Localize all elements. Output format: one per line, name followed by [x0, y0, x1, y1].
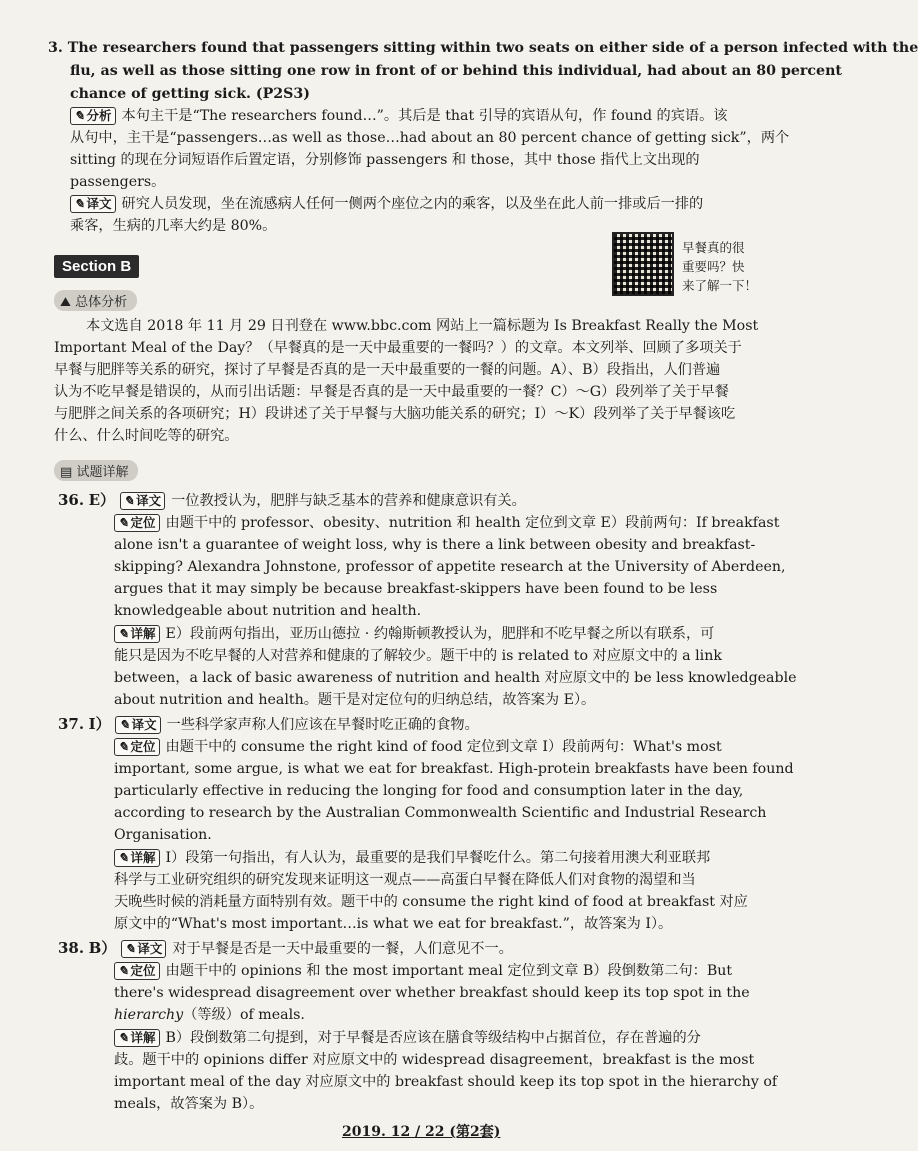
locate-text: 由题干中的 consume the right kind of food 定位到文章 I）段前两句：What's most [165, 739, 722, 755]
analysis-text: 本句主干是“The researchers found…”。其后是 that 引导的宾语从句，作 found 的宾语。该 [121, 108, 728, 124]
pill-text: 总体分析 [75, 295, 128, 310]
qr-note [682, 238, 772, 295]
translation-text: 研究人员发现，坐在流感病人任何一侧两个座位之内的乘客，以及坐在此人前一排或后一排的 [121, 196, 704, 212]
pen-icon: ✎ [124, 941, 136, 956]
overview-line: Important Meal of the Day？（早餐真的是一天中最重要的一餐吗？）的文章。本文列举、回顾了多项关于 [54, 340, 742, 356]
analysis-line: passengers。 [70, 174, 166, 190]
question-number: 36. [58, 491, 85, 509]
overview-line: 与肥胖之间关系的各项研究；H）段讲述了关于早餐与大脑功能关系的研究；I）～K）段列举了关于早餐该吃 [54, 406, 736, 422]
overview-line: 本文选自 2018 年 11 月 29 日刊登在 www.bbc.com 网站上一篇标题为 Is Breakfast Really the Most [86, 318, 759, 334]
locate-line: skipping? Alexandra Johnstone, professor of appetite research at the University of Aberdeen, [114, 559, 786, 575]
question-number: 38. [58, 939, 85, 957]
q38-explain [114, 1028, 701, 1048]
pen-icon: ✎ [118, 963, 129, 978]
locate-line: important, some argue, is what we eat for breakfast. High-protein breakfasts have been found [114, 761, 794, 777]
pill-text: 试题详解 [76, 465, 129, 480]
pen-icon: ✎ [118, 1030, 129, 1045]
q36-header [58, 490, 526, 511]
q38-locate [114, 961, 732, 981]
translation-tag [115, 716, 161, 734]
tag-label: 详解 [130, 850, 156, 865]
tag-label: 译文 [131, 717, 157, 732]
translation-tag [120, 492, 166, 510]
q37-locate [114, 737, 722, 757]
answer: I） [88, 715, 111, 733]
locate-text: （等级）of meals. [183, 1007, 305, 1023]
translation-tag [70, 195, 116, 213]
sentence-line: The researchers found that passengers sitting within two seats on either side of a person infected with the [67, 40, 918, 56]
locate-line: alone isn't a guarantee of weight loss, why is there a link between obesity and breakfast- [114, 537, 756, 553]
tag-label: 详解 [130, 1030, 156, 1045]
locate-line: according to research by the Australian Commonwealth Scientific and Industrial Research [114, 805, 767, 821]
q37-explain [114, 848, 710, 868]
item-number: 3. [48, 40, 63, 56]
question-number: 37. [58, 715, 85, 733]
triangle-icon: ⛰ [60, 295, 71, 310]
pen-icon: ✎ [118, 515, 129, 530]
analysis-line: 从句中，主干是“passengers…as well as those…had about an 80 percent chance of getting sick”，两个 [70, 130, 790, 146]
locate-line: argues that it may simply be because breakfast-skippers have been found to be less [114, 581, 718, 597]
item3-sentence-l3: chance of getting sick. (P2S3) [70, 86, 310, 102]
overview-line: 早餐与肥胖等关系的研究，探讨了早餐是否真的是一天中最重要的一餐的问题。A）、B）段指出，人们普遍 [54, 362, 721, 378]
page-footer: 2019. 12 / 22 (第2套) [342, 1124, 501, 1140]
pen-icon: ✎ [123, 493, 135, 508]
explain-line: 能只是因为不吃早餐的人对营养和健康的了解较少。题干中的 is related to 对应原文中的 a link [114, 648, 722, 664]
q37-header [58, 714, 479, 735]
locate-text: 由题干中的 professor、obesity、nutrition 和 health 定位到文章 E）段前两句：If breakfast [165, 515, 780, 531]
book-icon: ▤ [60, 465, 73, 480]
explain-text: I）段第一句指出，有人认为，最重要的是我们早餐吃什么。第二句接着用澳大利亚联邦 [165, 850, 711, 866]
q38-header [58, 938, 513, 959]
translation-line: 乘客，生病的几率大约是 80%。 [70, 218, 277, 234]
locate-line: there's widespread disagreement over whether breakfast should keep its top spot in the [114, 985, 750, 1001]
locate-line: particularly effective in reducing the longing for food and consumption later in the day, [114, 783, 744, 799]
locate-tag [114, 962, 160, 980]
item3-sentence-l2: flu, as well as those sitting one row in front of or behind this individual, had about an 80 percent [70, 63, 842, 79]
item3-sentence [48, 38, 918, 58]
qr-note-line: 来了解一下！ [682, 278, 758, 293]
translation-text: 对于早餐是否是一天中最重要的一餐，人们意见不一。 [172, 941, 513, 957]
tag-label: 译文 [137, 941, 163, 956]
explain-line: 歧。题干中的 opinions differ 对应原文中的 widespread disagreement，breakfast is the most [114, 1052, 755, 1068]
pen-icon: ✎ [118, 850, 129, 865]
locate-line: knowledgeable about nutrition and health. [114, 603, 422, 619]
tag-label: 定位 [130, 739, 156, 754]
explain-text: E）段前两句指出，亚历山德拉 · 约翰斯顿教授认为，肥胖和不吃早餐之所以有联系，可 [165, 626, 715, 642]
answer: E） [88, 491, 116, 509]
item3-translation [70, 194, 703, 214]
locate-line: Organisation. [114, 827, 212, 843]
tag-label: 定位 [130, 963, 156, 978]
explain-line: 科学与工业研究组织的研究发现来证明这一观点——高蛋白早餐在降低人们对食物的渴望和当 [114, 872, 696, 888]
locate-tag [114, 738, 160, 756]
pen-icon: ✎ [119, 717, 130, 732]
pen-icon: ✎ [74, 108, 85, 123]
overview-label [54, 290, 137, 311]
details-label [54, 460, 138, 481]
tag-label: 译文 [136, 493, 162, 508]
pen-icon: ✎ [74, 196, 85, 211]
translation-text: 一位教授认为，肥胖与缺乏基本的营养和健康意识有关。 [171, 493, 526, 509]
q36-explain [114, 624, 714, 644]
overview-line: 认为不吃早餐是错误的，从而引出话题：早餐是否真的是一天中最重要的一餐？C）～G）段列举了关于早餐 [54, 384, 729, 400]
explain-line: about nutrition and health。题干是对定位句的归纳总结，故答案为 E）。 [114, 692, 596, 708]
italic-term: hierarchy [114, 1007, 184, 1023]
locate-text: 由题干中的 opinions 和 the most important meal 定位到文章 B）段倒数第二句：But [165, 963, 733, 979]
analysis-line: sitting 的现在分词短语作后置定语，分别修饰 passengers 和 those，其中 those 指代上文出现的 [70, 152, 700, 168]
explain-line: meals，故答案为 B）。 [114, 1096, 264, 1112]
locate-tag [114, 514, 160, 532]
translation-tag [121, 940, 167, 958]
locate-line [114, 1005, 305, 1025]
pen-icon: ✎ [118, 739, 129, 754]
analysis-tag [70, 107, 116, 125]
tag-label: 分析 [86, 108, 112, 123]
section-b-title: Section B [54, 255, 139, 278]
tag-label: 定位 [130, 515, 156, 530]
tag-label: 译文 [86, 196, 112, 211]
qr-code[interactable] [612, 232, 674, 296]
qr-note-line: 早餐真的很 [682, 240, 745, 255]
translation-text: 一些科学家声称人们应该在早餐时吃正确的食物。 [166, 717, 479, 733]
overview-line: 什么、什么时间吃等的研究。 [54, 428, 239, 444]
pen-icon: ✎ [118, 626, 129, 641]
q36-locate [114, 513, 779, 533]
explain-text: B）段倒数第二句提到，对于早餐是否应该在膳食等级结构中占据首位，存在普遍的分 [165, 1030, 701, 1046]
explain-line: important meal of the day 对应原文中的 breakfast should keep its top spot in the hierarchy of [114, 1074, 778, 1090]
answer: B） [88, 939, 117, 957]
explain-line: 天晚些时候的消耗量方面特别有效。题干中的 consume the right kind of food at breakfast 对应 [114, 894, 748, 910]
tag-label: 详解 [130, 626, 156, 641]
explain-line: 原文中的“What's most important…is what we eat for breakfast.”，故答案为 I）。 [114, 916, 673, 932]
item3-analysis [70, 106, 728, 126]
explain-tag [114, 625, 160, 643]
explain-tag [114, 1029, 160, 1047]
qr-note-line: 重要吗？快 [682, 259, 745, 274]
explain-line: between，a lack of basic awareness of nutrition and health 对应原文中的 be less knowledgeable [114, 670, 797, 686]
explain-tag [114, 849, 160, 867]
